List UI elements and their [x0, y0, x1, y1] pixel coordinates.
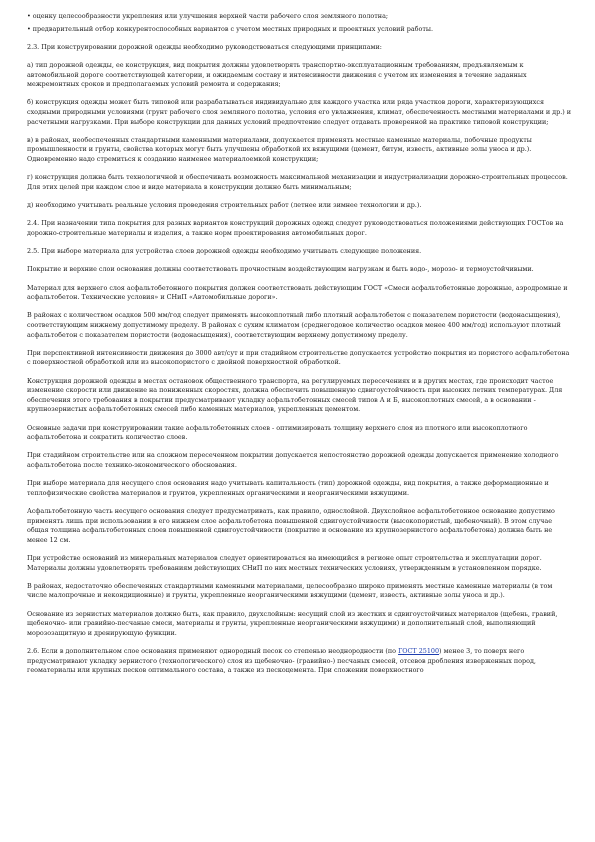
- paragraph-bearing-layer: При выборе материала для несущего слоя основания надо учитывать капитальность (тип) дорожной одежды, вид покрытия, а также деформационные и теплофизические свойства материалов и грунтов, укрепленных органическими и неорганическими вяжущими.: [27, 479, 549, 497]
- paragraph-item-b: б) конструкция одежды может быть типовой или разрабатываться индивидуально для каждого участка или ряда участков дороги, характеризующихся сходными природными условиями (грунт рабочего слоя земляного полотна, условия его увлажнения, климат, обеспеченность местными материалами и др.) и расчетными нагрузками. При выборе конструкции для данных условий предпочтение следует отдавать проверенной на практике типовой конструкции;: [27, 98, 572, 126]
- paragraph-main-tasks: Основные задачи при конструировании такие асфальтобетонных слоев - оптимизировать толщину верхнего слоя из плотного или высокоплотного асфальтобетона и сократить количество слоев.: [27, 423, 528, 442]
- paragraph-asphalt-base: Асфальтобетонную часть несущего основания следует предусматривать, как правило, однослойной. Двухслойное асфальтобетонное основание допустимо применять лишь при использовании в его нижнем слое асфальтобетона повышенной сдвигоустойчивости (высокопористый, щебеночный). В этом случае общая толщина асфальтобетонных слоев повышенной сдвигоустойчивости (покрытие и основание из крупнозернистого асфальтобетона) должна быть не менее 12 см.: [27, 507, 555, 544]
- paragraph-2-6: [27, 647, 572, 676]
- paragraph-traffic-intensity: При перспективной интенсивности движения до 3000 авт/сут и при стадийном строительстве допускается устройство покрытия из пористого асфальтобетона с поверхностной обработкой или из высокопористого с двойной поверхностной обработкой.: [27, 348, 570, 367]
- paragraph-bus-stops: Конструкция дорожной одежды в местах остановок общественного транспорта, на регулируемых пересечениях и в других местах, где происходит частое изменение скорости или движение на пониженных скоростях, должна обеспечить повышенную сдвигоустойчивость при высоких летних температурах. Для обеспечения этого требования в покрытии предусматривают укладку асфальтобетонных смесей типов А и Б, высокоплотных смесей, а в основании - крупнозернистых асфальтобетонных смесей либо каменных материалов, укрепленных цементом.: [27, 376, 563, 414]
- paragraph-mineral-base: При устройстве оснований из минеральных материалов следует ориентироваться на имеющийся в регионе опыт строительства и эксплуатации дорог. Материалы должны удовлетворять требованиям действующих СНиП по них местных технических условиях, утвержденным в установленном порядке.: [27, 554, 542, 572]
- paragraph-item-g: г) конструкция должна быть технологичной и обеспечивать возможность максимальной механизации и индустриализации дорожно-строительных процессов. Для этих целей при каждом слое и виде материала в конструкции должно быть минимальным;: [27, 173, 568, 191]
- paragraph-item-a: а) тип дорожной одежды, ее конструкция, вид покрытия должны удовлетворять транспортно-эксплуатационным требованиям, предъявляемым к автомобильной дороге соответствующей категории, и ожидаемым составу и интенсивности движения с учетом их изменения в течение заданных межремонтных сроков и предполагаемых условий ремонта и содержания;: [27, 61, 527, 89]
- paragraph-2-5: 2.5. При выборе материала для устройства слоев дорожной одежды необходимо учитывать следующие положения.: [27, 247, 422, 256]
- paragraph-bullet-1: • оценку целесообразности укрепления или улучшения верхней части рабочего слоя земляного полотна;: [27, 12, 389, 20]
- paragraph-coating-requirements: Покрытие и верхние слои основания должны соответствовать прочностным воздействующим нагрузкам и быть водо-, морозо- и термоустойчивыми.: [27, 265, 534, 274]
- paragraph-granular-base: Основание из зернистых материалов должно быть, как правило, двухслойным: несущий слой из жестких и сдвигоустойчивых материалов (щебень, гравий, щебеночно- или гравийно-песчаные смеси, материалы и грунты, укрепленные неорганическими вяжущими) и дополнительный слой, выполняющий морозозащитную и дренирующую функции.: [27, 609, 558, 637]
- paragraph-item-v: в) в районах, необеспеченных стандартными каменными материалами, допускается применять местные каменные материалы, побочные продукты промышленности и грунты, свойства которых могут быть улучшены обработкой их вяжущими (цемент, битум, известь, активные золы уноса и др.). Одновременно надо стремиться к созданию наименее материалоемкой конструкции;: [27, 135, 532, 164]
- document-body: [27, 12, 572, 685]
- paragraph-asphalt-material: Материал для верхнего слоя асфальтобетонного покрытия должен соответствовать действующим ГОСТ «Смеси асфальтобетонные дорожные, аэродромные и асфальтобетон. Технические условия» и СНиП «Автомобильные дороги».: [27, 283, 568, 302]
- gost-25100-link[interactable]: ГОСТ 25100: [398, 647, 440, 656]
- paragraph-precipitation: В районах с количеством осадков 500 мм/год следует применять высокоплотный либо плотный асфальтобетон с показателем пористости (водонасыщения), соответствующим нижнему допустимому пределу. В районах с сухим климатом (среднегодовое количество осадков менее 400 мм/год) используют плотный асфальтобетон с показателем пористости (водонасыщения), соответствующим верхнему допустимому пределу.: [27, 311, 561, 339]
- paragraph-2-3: 2.3. При конструировании дорожной одежды необходимо руководствоваться следующими принципами:: [27, 42, 382, 51]
- paragraph-2-6-end: ) менее 3, то поверх него предусматривают укладку зернистого (технологического) слоя из щебеночно- (гравийно-) песчаных смесей, отсевов дробления изверженных пород, геоматериалы или крупных песков оптимального состава, а также из пескоцемента. При сложении поверхностного: [27, 647, 536, 675]
- paragraph-2-4: 2.4. При назначении типа покрытия для разных вариантов конструкций дорожных одежд следует руководствоваться положениями действующих ГОСТов на дорожно-строительные материалы и изделия, а также норм проектирования автомобильных дорог.: [27, 219, 564, 237]
- paragraph-cold-asphalt: При стадийном строительстве или на сложном пересеченном покрытии допускается непостоянство дорожной одежды допускается применение холодного асфальтобетона после технико-экономического обоснования.: [27, 451, 559, 470]
- paragraph-2-6-start: 2.6. Если в дополнительном слое основания применяют однородный песок со степенью неоднородности (по: [27, 647, 399, 656]
- paragraph-item-d: д) необходимо учитывать реальные условия проведения строительных работ (летнее или зимнее технологии и др.).: [27, 201, 422, 210]
- paragraph-bullet-2: • предварительный отбор конкурентоспособных вариантов с учетом местных природных и проектных условий работы.: [27, 24, 433, 33]
- paragraph-local-materials: В районах, недостаточно обеспеченных стандартными каменными материалами, целесообразно широко применять местные каменные материалы (в том числе малопрочные и некондиционные) и грунты, укрепленные неорганическими вяжущими (цемент, известь, активные золы уноса и др.).: [27, 581, 553, 600]
